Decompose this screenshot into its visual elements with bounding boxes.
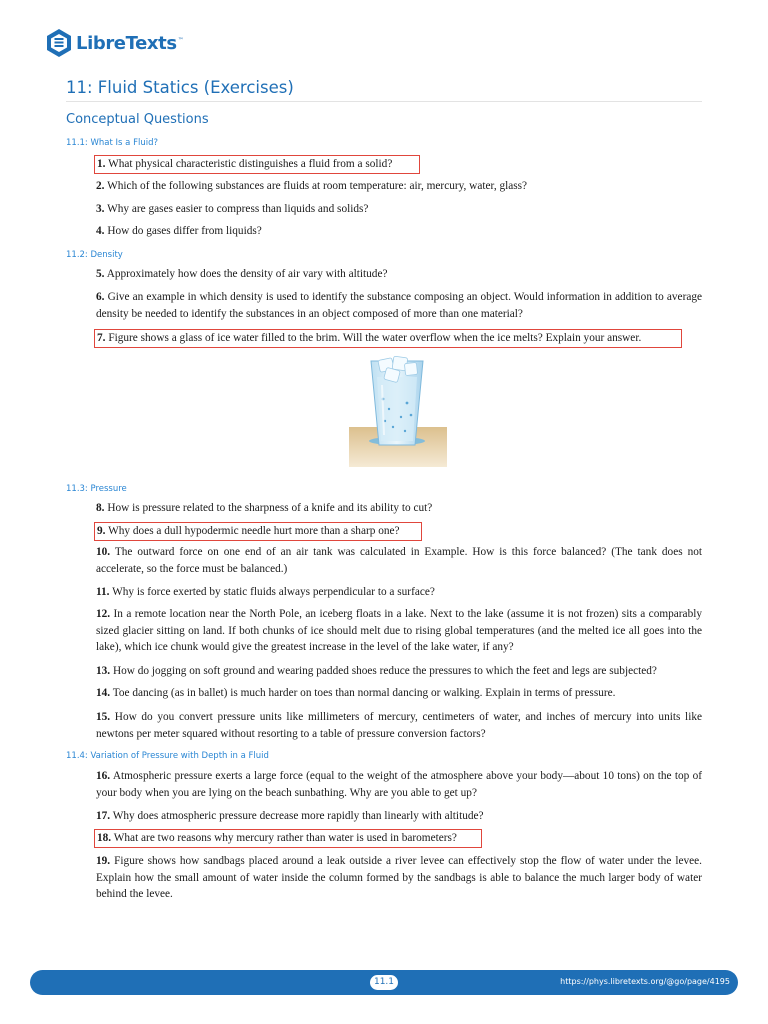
question-text: In a remote location near the North Pole, an iceberg floats in a lake. Next to the lake (assume it is not frozen) sits a comparably sized glacier sitting on land. If both chunks of ice should melt due to rising global temperatures (and the melted ice all goes into the lake), which ice chunk would give the greatest increase in the level of the lake water, if any?: [96, 608, 703, 653]
subsection-heading-11-4[interactable]: 11.4: Variation of Pressure with Depth in a Fluid: [66, 751, 269, 761]
question-text: Which of the following substances are fluids at room temperature: air, mercury, water, glass?: [107, 180, 528, 192]
question-number: 8.: [96, 502, 105, 514]
question-number: 14.: [96, 687, 111, 699]
question-number: 9.: [97, 525, 106, 537]
question-number: 13.: [96, 665, 111, 677]
question-13: [96, 663, 702, 680]
question-number: 1.: [97, 158, 106, 170]
question-number: 2.: [96, 180, 105, 192]
question-text: How is pressure related to the sharpness of a knife and its ability to cut?: [107, 502, 433, 514]
question-14: [96, 685, 702, 702]
question-15: [96, 709, 702, 742]
question-number: 4.: [96, 225, 105, 237]
title-divider: [66, 101, 702, 102]
libretexts-logo[interactable]: [46, 28, 184, 58]
question-text: Why does a dull hypodermic needle hurt more than a sharp one?: [108, 525, 400, 537]
question-number: 18.: [97, 832, 112, 844]
footer-page-link[interactable]: https://phys.libretexts.org/@go/page/4195: [560, 977, 730, 986]
question-number: 5.: [96, 268, 105, 280]
question-2: [96, 178, 702, 195]
question-1: [94, 155, 420, 174]
question-text: Approximately how does the density of air vary with altitude?: [106, 268, 388, 280]
question-5: [96, 266, 702, 283]
question-text: Why is force exerted by static fluids always perpendicular to a surface?: [112, 586, 435, 598]
section-heading: Conceptual Questions: [66, 112, 209, 127]
question-9: [94, 522, 422, 541]
question-10: [96, 544, 702, 577]
question-11: [96, 584, 702, 601]
question-19: [96, 853, 702, 903]
logo-wordmark: LibreTexts: [76, 32, 177, 54]
question-text: Why are gases easier to compress than liquids and solids?: [107, 203, 369, 215]
question-text: Toe dancing (as in ballet) is much harder on toes than normal dancing or walking. Explain in terms of pressure.: [112, 687, 616, 699]
question-18: [94, 829, 482, 848]
logo-trademark: ™: [177, 36, 184, 44]
question-number: 12.: [96, 608, 111, 620]
question-8: [96, 500, 702, 517]
question-number: 16.: [96, 770, 111, 782]
question-text: How do gases differ from liquids?: [107, 225, 262, 237]
question-12: [96, 606, 702, 656]
libretexts-logo-icon: [46, 28, 72, 58]
question-17: [96, 808, 702, 825]
question-text: How do jogging on soft ground and wearing padded shoes reduce the pressures to which the feet and legs are subjected?: [112, 665, 657, 677]
question-16: [96, 768, 702, 801]
question-number: 11.: [96, 586, 110, 598]
question-4: [96, 223, 702, 240]
question-text: The outward force on one end of an air tank was calculated in Example. How is this force balanced? (The tank does not accelerate, so the force must be balanced.): [96, 546, 703, 575]
question-text: What are two reasons why mercury rather than water is used in barometers?: [113, 832, 457, 844]
glass-of-ice-water-icon: [349, 355, 447, 467]
question-text: How do you convert pressure units like millimeters of mercury, centimeters of water, and inches of mercury into units like newtons per meter squared without resorting to a table of pressure conversion factors?: [96, 711, 702, 740]
question-text: What physical characteristic distinguishes a fluid from a solid?: [108, 158, 393, 170]
question-text: Why does atmospheric pressure decrease more rapidly than linearly with altitude?: [112, 810, 484, 822]
subsection-heading-11-2[interactable]: 11.2: Density: [66, 250, 123, 260]
subsection-heading-11-3[interactable]: 11.3: Pressure: [66, 484, 127, 494]
question-7: [94, 329, 682, 348]
question-number: 10.: [96, 546, 111, 558]
question-number: 6.: [96, 291, 105, 303]
question-text: Figure shows a glass of ice water filled to the brim. Will the water overflow when the ice melts? Explain your answer.: [108, 332, 642, 344]
question-3: [96, 201, 702, 218]
question-number: 7.: [97, 332, 106, 344]
question-number: 19.: [96, 855, 111, 867]
page-number-badge: 11.1: [370, 975, 398, 990]
subsection-heading-11-1[interactable]: 11.1: What Is a Fluid?: [66, 138, 158, 148]
question-number: 15.: [96, 711, 111, 723]
question-text: Atmospheric pressure exerts a large force (equal to the weight of the atmosphere above your body—about 10 tons) on the top of your body when you are lying on the beach sunbathing. Why are you able to get up?: [96, 770, 703, 799]
question-number: 17.: [96, 810, 111, 822]
question-6: [96, 289, 702, 322]
question-text: Give an example in which density is used to identify the substance composing an object. Would information in addition to average density be needed to identify the substances in an object composed of more than one material?: [96, 291, 703, 320]
page-title: 11: Fluid Statics (Exercises): [66, 78, 294, 97]
question-number: 3.: [96, 203, 105, 215]
question-text: Figure shows how sandbags placed around a leak outside a river levee can effectively stop the flow of water under the levee. Explain how the small amount of water inside the column formed by the sandbags is able to balance the much larger body of water behind the levee.: [96, 855, 702, 900]
